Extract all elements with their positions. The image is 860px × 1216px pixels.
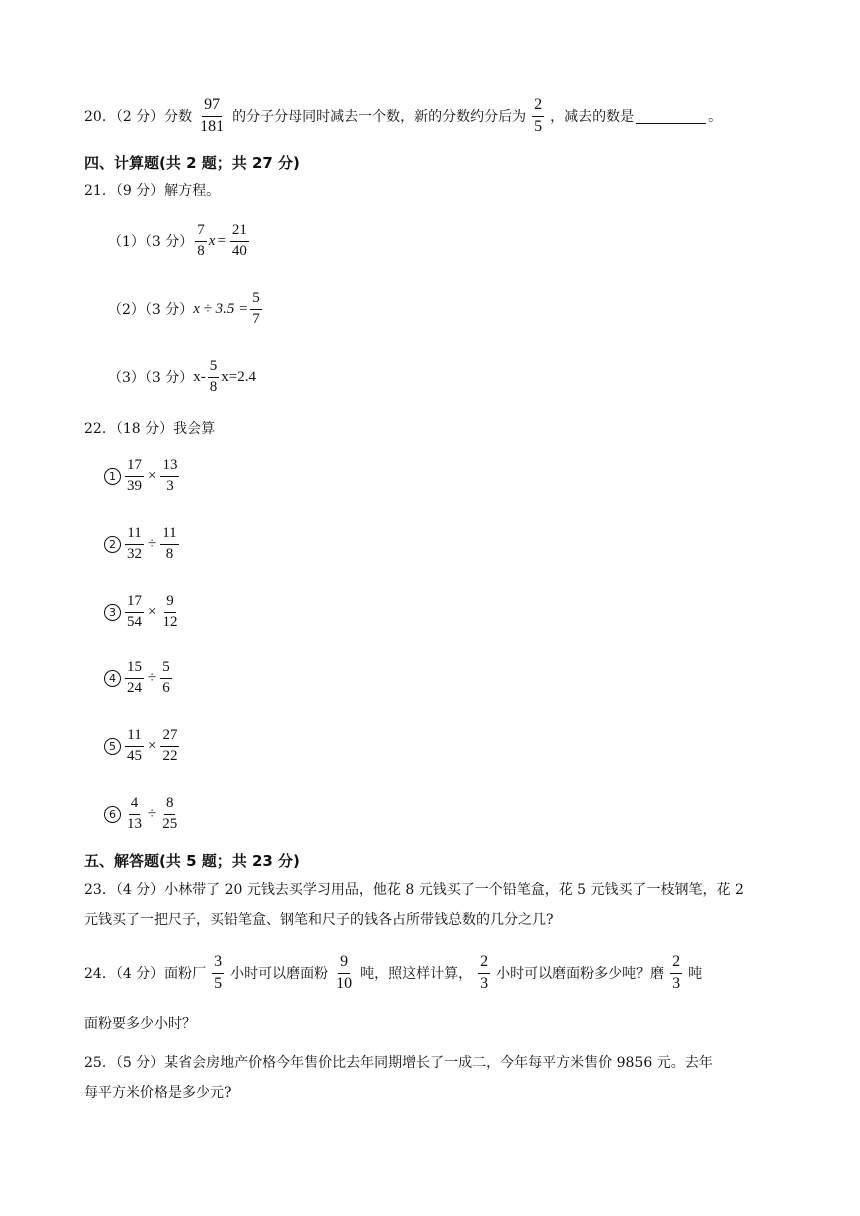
fraction-a [125,659,144,697]
q20-middle: 的分子分母同时减去一个数，新的分数约分后为 [232,109,527,125]
numerator: 27 [160,727,179,746]
numerator: 11 [160,525,178,544]
numerator: 3 [212,953,224,973]
denominator: 32 [127,545,142,562]
denominator: 3 [166,477,174,494]
circled-number: 3 [104,604,121,621]
numerator: 15 [125,659,144,678]
question-21-part-3 [108,356,256,398]
q24-fraction-2 [334,953,354,993]
q20-answer-blank[interactable] [636,109,706,124]
question-21-part-2 [108,288,264,330]
fraction-b [160,795,179,833]
q24-line-2: 面粉要多少小时？ [84,1016,196,1032]
denominator: 25 [162,815,178,832]
numerator: 5 [160,659,172,678]
fraction-a [125,525,144,563]
q21-part-3-pre: x- [193,368,206,385]
numerator: 21 [230,222,249,241]
denominator: 8 [197,242,205,259]
q20-suffix: ，减去的数是 [550,109,635,125]
section-4-heading: 四、计算题(共 2 题；共 27 分) [84,153,300,172]
q20-end: 。 [708,109,723,125]
question-22-stem: 22．（18 分）我会算 [84,421,216,437]
operator: ÷ [148,805,157,822]
q20-fraction-2 [532,96,544,136]
denominator: 22 [162,747,178,764]
numerator: 9 [164,593,176,612]
circled-number: 2 [104,536,121,553]
question-25 [84,1048,784,1108]
fraction-a [125,593,144,631]
fraction-b [160,659,172,697]
numerator: 11 [125,727,143,746]
q20-prefix: 20．（2 分）分数 [84,109,193,125]
q24-text-1: 24．（4 分）面粉厂 [84,966,207,982]
circled-number: 5 [104,738,121,755]
operator: × [148,467,157,484]
q21-part-1-fraction-b [230,222,249,260]
numerator: 4 [129,795,141,814]
operator: × [148,737,157,754]
denominator: 54 [127,613,142,630]
question-22-item [104,454,181,498]
question-21-stem: 21．（9 分）解方程。 [84,183,221,199]
denominator: 45 [127,747,142,764]
operator: ÷ [148,535,157,552]
numerator: 2 [478,953,490,973]
circled-number: 6 [104,806,121,823]
question-21-part-1 [108,220,251,262]
denominator: 12 [162,613,178,630]
section-5-heading: 五、解答题(共 5 题；共 23 分) [84,851,300,870]
denominator: 3 [480,974,489,992]
numerator: 2 [670,953,682,973]
q21-part-2-label: （2）（3 分） [108,302,194,318]
q21-part-3-fraction [208,358,220,396]
numerator: 17 [125,593,144,612]
question-22-item [104,590,181,634]
q24-text-2: 小时可以磨面粉 [230,966,329,982]
q21-part-1-equals: = [217,232,226,249]
fraction-b [160,525,178,563]
q23-line-1: 23．（4 分）小林带了 20 元钱去买学习用品，他花 8 元钱买了一个铅笔盒，花 5 元钱买了一枝钢笔，花 2 [84,882,744,898]
question-22-item [104,724,181,768]
q21-part-3-post: x=2.4 [221,368,256,385]
q24-text-4: 小时可以磨面粉多少吨？磨 [496,966,665,982]
q20-fraction-2-denominator: 5 [534,117,543,135]
circled-number: 4 [104,670,121,687]
q25-line-1: 25．（5 分）某省会房地产价格今年售价比去年同期增长了一成二，今年每平方米售价 9856 元。去年 [84,1055,713,1071]
denominator: 5 [214,974,223,992]
fraction-a [125,727,144,765]
denominator: 7 [252,310,260,327]
numerator: 7 [195,222,207,241]
numerator: 13 [160,457,179,476]
q24-fraction-3 [478,953,490,993]
q21-part-1-fraction-a [195,222,207,260]
q21-part-1-label: （1）（3 分） [108,234,194,250]
question-24 [84,951,702,995]
q20-fraction-2-numerator: 2 [532,96,544,116]
numerator: 11 [125,525,143,544]
numerator: 5 [208,358,220,377]
q24-fraction-1 [212,953,224,993]
q21-part-2-expression: x ÷ 3.5 = [193,300,249,317]
question-22-item [104,522,181,566]
denominator: 6 [162,679,170,696]
fraction-b [160,727,179,765]
q21-part-3-label: （3）（3 分） [108,370,194,386]
numerator: 5 [250,290,262,309]
fraction-a [125,795,144,833]
denominator: 13 [127,815,142,832]
denominator: 3 [672,974,681,992]
q20-fraction-1-denominator: 181 [200,117,225,135]
numerator: 17 [125,457,144,476]
denominator: 8 [165,545,174,562]
fraction-a [125,457,144,495]
operator: × [148,603,157,620]
numerator: 8 [164,795,176,814]
q25-line-2: 每平方米价格是多少元? [84,1085,232,1101]
circled-number: 1 [104,468,121,485]
denominator: 8 [209,378,218,395]
q21-part-2-fraction [250,290,262,328]
question-20 [84,96,722,136]
q20-fraction-1 [198,96,226,136]
numerator: 9 [338,953,350,973]
q20-fraction-1-numerator: 97 [202,96,222,116]
operator: ÷ [148,669,157,686]
denominator: 10 [336,974,353,992]
fraction-b [160,457,179,495]
question-22-item [104,792,181,836]
q23-line-2: 元钱买了一把尺子，买铅笔盒、钢笔和尺子的钱各占所带钱总数的几分之几? [84,912,554,928]
fraction-b [160,593,179,631]
denominator: 24 [127,679,142,696]
q21-part-1-variable: x [208,232,216,249]
question-23 [84,875,784,935]
q24-fraction-4 [670,953,682,993]
q24-text-3: 吨，照这样计算， [360,966,473,982]
denominator: 40 [231,242,247,259]
denominator: 39 [127,477,142,494]
question-22-item [104,656,174,700]
q24-text-5: 吨 [688,966,703,982]
